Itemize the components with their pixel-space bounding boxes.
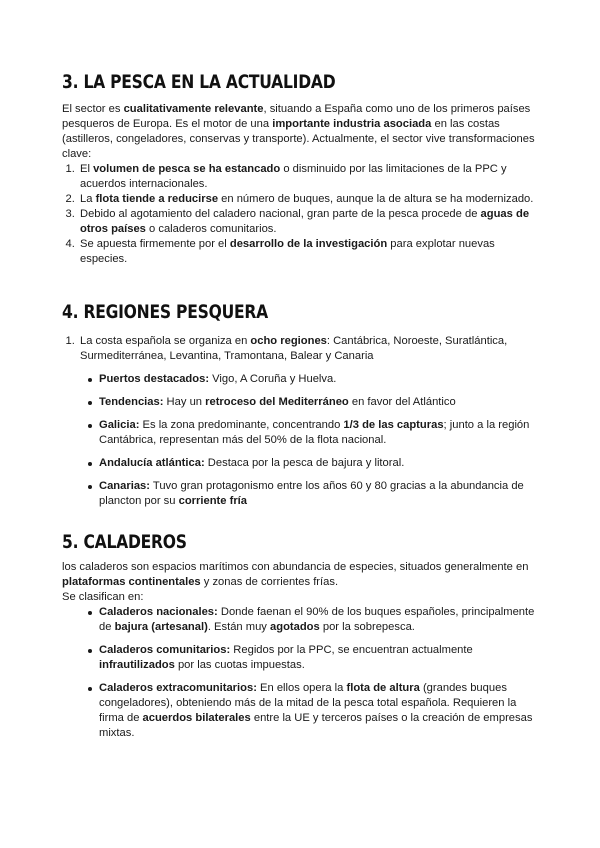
bold-text: bajura (artesanal) [114,621,208,633]
text-run: Regidos por la PPC, se encuentran actualmente [230,644,473,656]
bold-text: Canarias: [99,480,150,492]
list-item [99,605,540,635]
bold-text: retroceso del Mediterráneo [205,396,349,408]
list-item [99,372,540,387]
bold-text: infrautilizados [99,659,175,671]
text-run: entre la UE y terceros países o la creación de empresas mixtas. [99,712,533,739]
bold-text: 1/3 de las capturas [343,419,444,431]
list-item [99,643,540,673]
bold-text: volumen de pesca se ha estancado [93,163,281,175]
bold-text: corriente fría [178,495,248,507]
text-run: Donde faenan el 90% de los buques españoles, principalmente de [99,606,535,633]
list-item [99,681,540,741]
list-item [78,192,540,207]
text-run: Se apuesta firmemente por el [80,238,230,250]
text-run: Hay un [163,396,206,408]
bold-text: agotados [270,621,320,633]
list-item [99,418,540,448]
text-run: los caladeros son espacios marítimos con abundancia de especies, situados generalmente en [62,561,529,573]
section-title: 3. LA PESCA EN LA ACTUALIDAD [62,71,336,93]
list-item [78,207,540,237]
text-run: Vigo, A Coruña y Huelva. [209,373,337,385]
list-item [99,456,540,471]
text-run: En ellos opera la [256,682,347,694]
bold-text: Tendencias: [99,396,164,408]
section-intro [62,102,540,162]
bold-text: Caladeros comunitarios: [99,644,231,656]
bold-text: cualitativamente relevante [123,103,264,115]
text-run: (grandes buques congeladores), obteniendo más de la mitad de la pesca total española. Requieren la firma de [99,682,517,724]
text-run: o disminuido por las limitaciones de la PPC y acuerdos internacionales. [80,163,507,190]
text-run: en las costas (astilleros, congeladores, conservas y transporte). Actualmente, el sector vive transformaciones clave: [62,118,535,160]
list-item [99,395,540,410]
section-caladeros [62,530,540,749]
bold-text: ocho regiones [250,335,327,347]
bold-text: aguas de otros países [80,208,530,235]
text-run: Destaca por la pesca de bajura y litoral. [204,457,405,469]
text-run: : Cantábrica, Noroeste, Suratlántica, Surmediterránea, Levantina, Tramontana, Balear y Canaria [80,335,508,362]
text-run: y zonas de corrientes frías. [200,576,339,588]
text-run: o caladeros comunitarios. [145,223,277,235]
bold-text: flota de altura [346,682,420,694]
bold-text: Galicia: [99,419,140,431]
bold-text: plataformas continentales [62,576,201,588]
numbered-list [62,334,540,364]
text-run: El [80,163,94,175]
bullet-list [62,605,540,741]
text-run: para explotar nuevas especies. [80,238,495,265]
list-item [78,162,540,192]
section-intro [62,560,540,590]
text-run: en número de buques, aunque la de altura se ha modernizado. [218,193,534,205]
text-run: Debido al agotamiento del caladero nacional, gran parte de la pesca procede de [80,208,481,220]
text-run: La [80,193,96,205]
list-item [78,237,540,267]
bold-text: Caladeros nacionales: [99,606,218,618]
list-item [99,479,540,509]
text-run: . Están muy [207,621,271,633]
text-run: Es la zona predominante, concentrando [139,419,344,431]
text-run: Tuvo gran protagonismo entre los años 60 y 80 gracias a la abundancia de plancton por su [99,480,524,507]
bold-text: importante industria asociada [272,118,432,130]
section-regiones-pesquera [62,300,540,517]
list-item [78,334,540,364]
bold-text: desarrollo de la investigación [229,238,388,250]
text-run: ; junto a la región Cantábrica, representan más del 50% de la flota nacional. [99,419,530,446]
text-run: La costa española se organiza en [80,335,251,347]
bold-text: Caladeros extracomunitarios: [99,682,257,694]
text-run: por las cuotas impuestas. [174,659,305,671]
text-run: , situando a España como uno de los primeros países pesqueros de Europa. Es el motor de una [62,103,531,130]
bold-text: Andalucía atlántica: [99,457,205,469]
bold-text: acuerdos bilaterales [142,712,251,724]
text-run: por la sobrepesca. [319,621,415,633]
text-run: El sector es [62,103,124,115]
bullet-list [62,372,540,509]
bold-text: Puertos destacados: [99,373,210,385]
bold-text: flota tiende a reducirse [95,193,219,205]
section-title: 4. REGIONES PESQUERA [62,301,268,323]
text-run: en favor del Atlántico [348,396,456,408]
section-intro-2: Se clasifican en: [62,591,144,603]
section-pesca-actualidad [62,70,540,267]
section-title: 5. CALADEROS [62,531,187,553]
numbered-list [62,162,540,267]
